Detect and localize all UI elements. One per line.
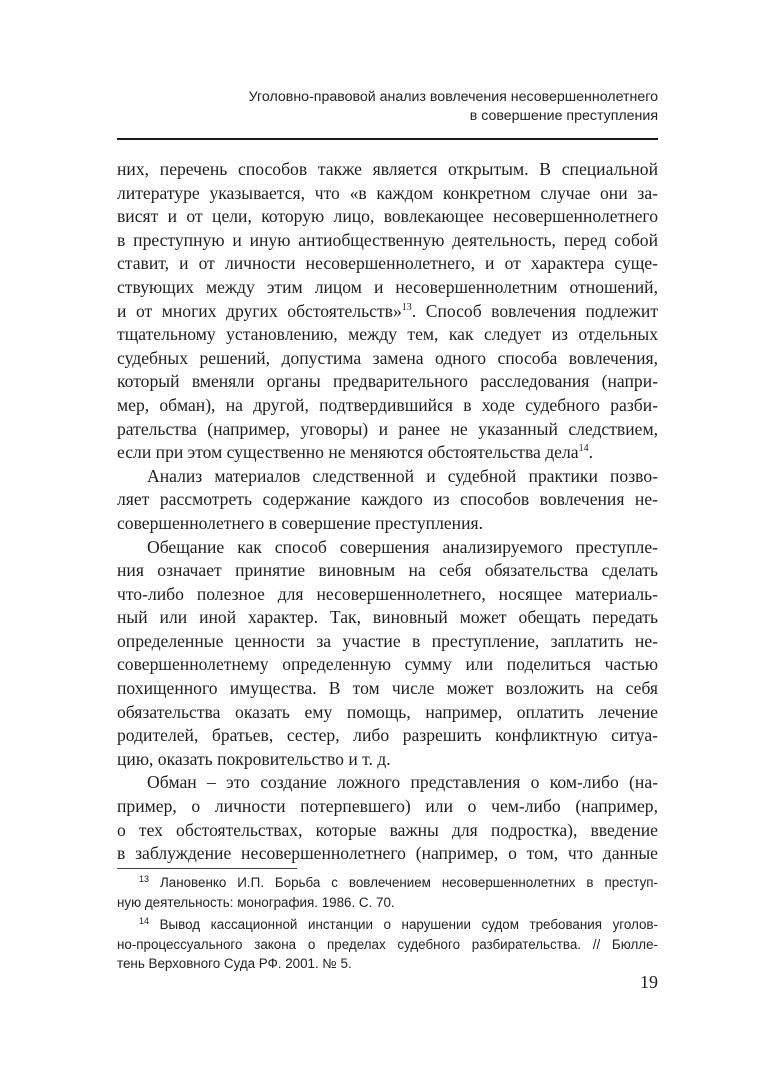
text-line: висят и от цели, которую лицо, вовлекающее несовершеннолетнего xyxy=(117,206,658,227)
running-head-line-1: Уголовно-правовой анализ вовлечения несовершеннолетнего xyxy=(248,89,658,105)
text-line: в заблуждение несовершеннолетнего (например, о том, что данные xyxy=(117,843,658,864)
text-line: Обещание как способ совершения анализируемого преступле- xyxy=(147,536,658,557)
text-line: ния означает принятие виновным на себя обязательства сделать xyxy=(117,560,658,581)
text-segment: если при этом существенно не меняются обстоятельства дела xyxy=(117,442,579,463)
paragraph-3 xyxy=(117,536,658,772)
text-line: судебных решений, допустима замена одного способа вовлечения, xyxy=(117,347,658,368)
text-line: определенные ценности за участие в преступление, заплатить не- xyxy=(117,630,658,651)
text-line: ный или иной характер. Так, виновный может обещать передать xyxy=(117,607,658,628)
text-line-with-footnote-14: если при этом существенно не меняются обстоятельства дела$^{14}$. xyxy=(117,442,593,463)
footnote-number: 14 xyxy=(139,916,150,926)
footnote-ref-13[interactable]: 13 xyxy=(401,301,412,313)
text-line: пример, о личности потерпевшего) или о чем-либо (например, xyxy=(117,796,658,817)
paragraph-4 xyxy=(117,771,658,865)
footnote-13 xyxy=(117,873,658,912)
text-line: ставит, и от личности несовершеннолетнего, и от характера суще- xyxy=(117,253,658,274)
footnote-number: 13 xyxy=(139,874,150,884)
text-line: родителей, братьев, сестер, либо разрешить конфликтную ситуа- xyxy=(117,725,658,746)
footnote-text: Вывод кассационной инстанции о нарушении судом требования уголов- xyxy=(159,917,658,932)
footnote-line xyxy=(117,915,658,935)
text-line-with-footnote-13 xyxy=(117,300,658,324)
text-line: о тех обстоятельствах, которые важны для подростка), введение xyxy=(117,819,658,840)
footnote-separator xyxy=(117,868,297,869)
text-line: обязательства оказать ему помощь, например, оплатить лечение xyxy=(117,701,658,722)
footnote-line xyxy=(117,873,658,893)
header-rule xyxy=(117,138,658,140)
paragraph-1 xyxy=(117,158,658,465)
footnote-line: тень Верховного Суда РФ. 2001. № 5. xyxy=(117,956,352,971)
text-line: ствующих между этим лицом и несовершеннолетним отношений, xyxy=(117,276,658,297)
text-line: совершеннолетнему определенную сумму или поделиться частью xyxy=(117,654,658,675)
footnote-line: но-процессуального закона о пределах судебного разбирательства. // Бюлле- xyxy=(117,936,658,952)
footnote-ref-14[interactable]: 14 xyxy=(578,443,589,455)
running-head xyxy=(138,88,658,126)
text-line: Анализ материалов следственной и судебной практики позво- xyxy=(147,465,658,486)
text-line: что-либо полезное для несовершеннолетнего, носящее материаль- xyxy=(117,583,658,604)
text-line: Обман – это создание ложного представления о ком-либо (на- xyxy=(147,772,658,793)
footnote-14 xyxy=(117,915,658,974)
page-number: 19 xyxy=(640,972,658,992)
text-line: мер, обман), на другой, подтвердившийся в ходе судебного разби- xyxy=(117,394,658,415)
text-segment: . Способ вовлечения подлежит xyxy=(411,300,659,321)
text-line: который вменяли органы предварительного расследования (напри- xyxy=(117,371,658,392)
text-segment: и от многих других обстоятельств» xyxy=(117,300,402,321)
text-line: похищенного имущества. В том числе может возложить на себя xyxy=(117,678,658,699)
text-line: ляет рассмотреть содержание каждого из способов вовлечения не- xyxy=(117,489,658,510)
footnote-text: Лановенко И.П. Борьба с вовлечением несовершеннолетних в преступ- xyxy=(159,875,658,890)
text-line: рательства (например, уговоры) и ранее не указанный следствием, xyxy=(117,418,658,439)
text-line: литературе указывается, что «в каждом конкретном случае они за- xyxy=(117,182,658,203)
text-line: совершеннолетнего в совершение преступления. xyxy=(117,512,484,533)
running-head-line-2: в совершение преступления xyxy=(469,108,658,124)
text-line: тщательному установлению, между тем, как следует из отдельных xyxy=(117,324,658,345)
main-text xyxy=(117,158,658,866)
text-line: них, перечень способов также является открытым. В специальной xyxy=(117,159,658,179)
paragraph-2 xyxy=(117,465,658,536)
text-line: в преступную и иную антиобщественную деятельность, перед собой xyxy=(117,229,658,250)
footnote-line: ную деятельность: монография. 1986. С. 70. xyxy=(117,894,395,910)
text-line: цию, оказать покровительство и т. д. xyxy=(117,748,391,769)
footnotes xyxy=(117,873,658,977)
